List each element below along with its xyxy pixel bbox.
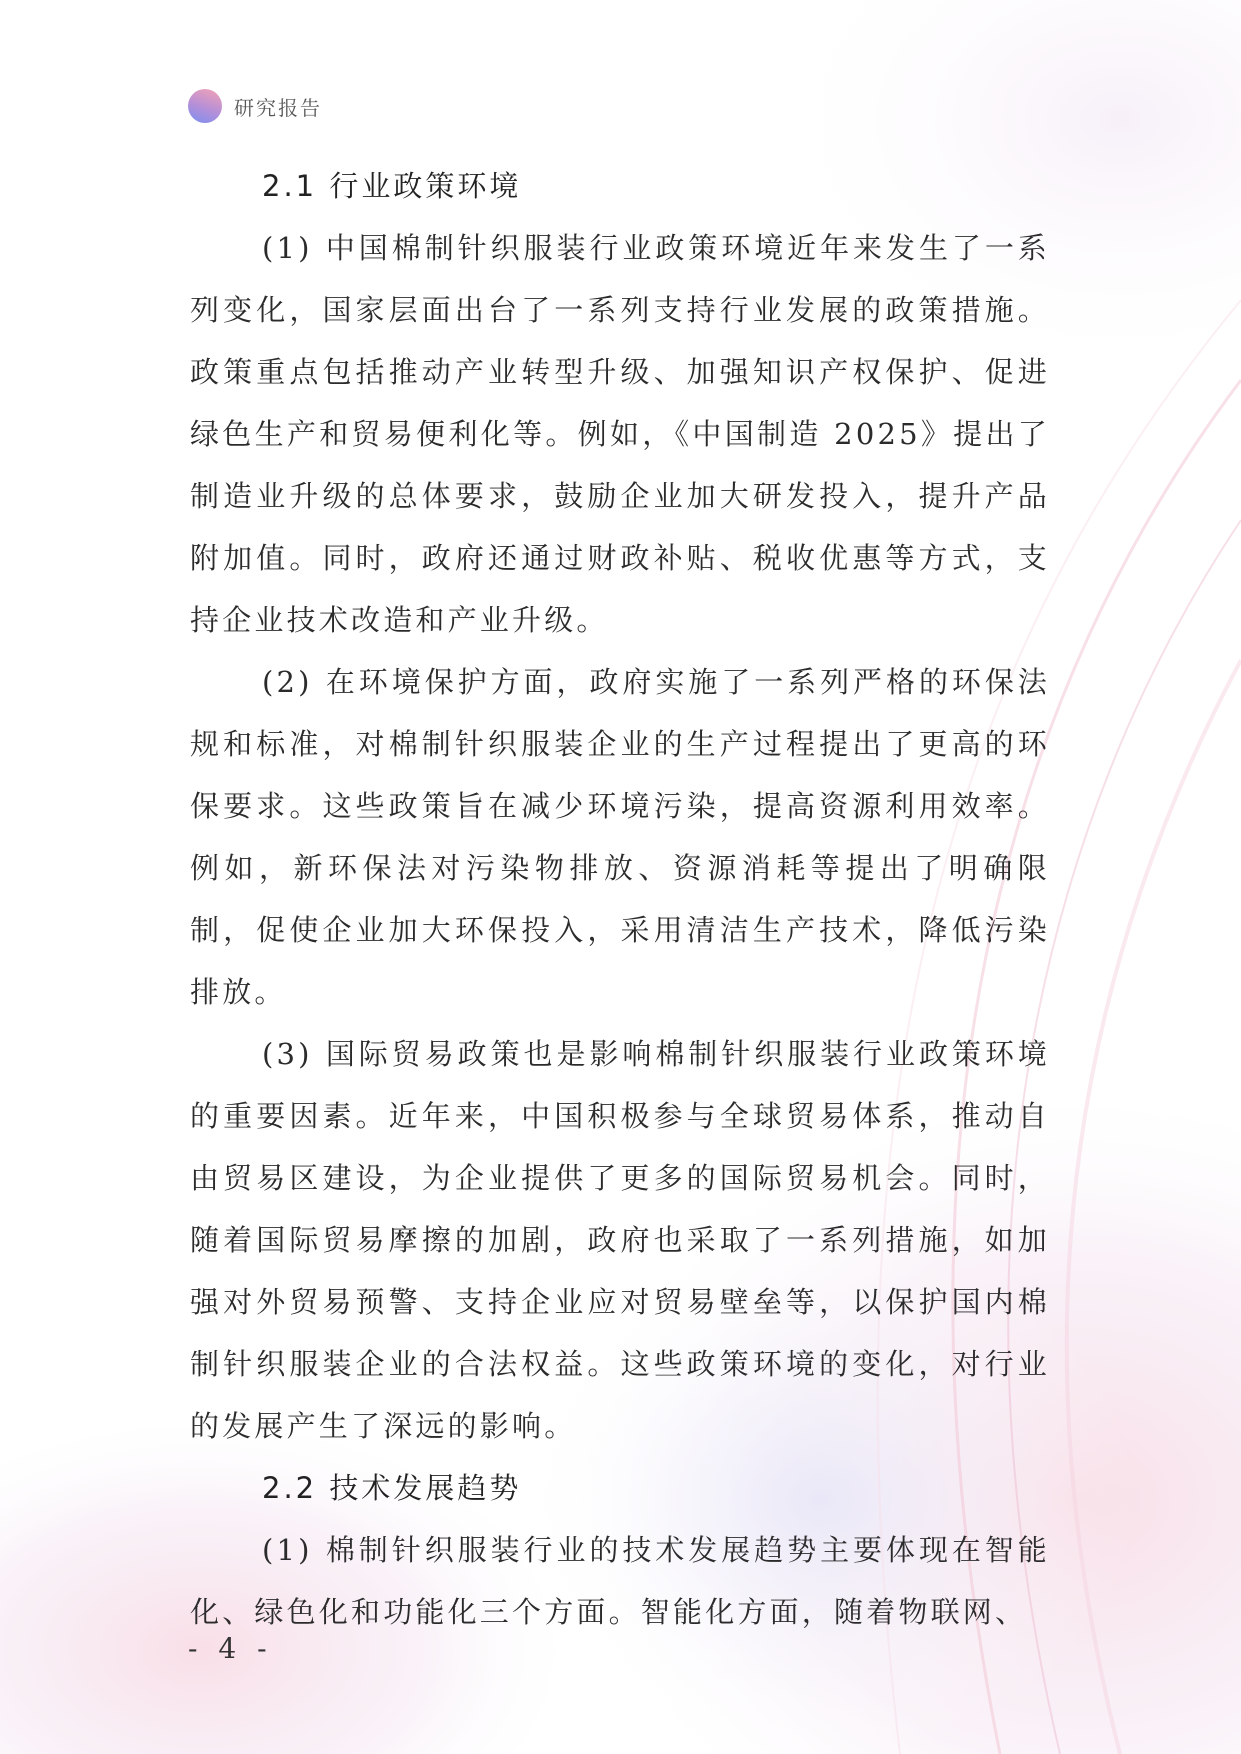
paragraph-policy-3: (3) 国际贸易政策也是影响棉制针织服装行业政策环境的重要因素。近年来，中国积极参与全球贸易体系，推动自由贸易区建设，为企业提供了更多的国际贸易机会。同时，随着国际贸易摩擦的加剧，政府也采取了一系列措施，如加强对外贸易预警、支持企业应对贸易壁垒等，以保护国内棉制针织服装企业的合法权益。这些政策环境的变化，对行业的发展产生了深远的影响。: [190, 1037, 1050, 1443]
logo-circle-icon: [188, 89, 222, 123]
report-header: [188, 88, 322, 124]
page-number: - 4 -: [188, 1632, 273, 1665]
header-label: 研究报告: [234, 95, 322, 120]
document-body: [190, 155, 1050, 1643]
paragraph-technology-1: (1) 棉制针织服装行业的技术发展趋势主要体现在智能化、绿色化和功能化三个方面。智能化方面，随着物联网、: [190, 1533, 1050, 1629]
paragraph-policy-2: (2) 在环境保护方面，政府实施了一系列严格的环保法规和标准，对棉制针织服装企业的生产过程提出了更高的环保要求。这些政策旨在减少环境污染，提高资源利用效率。例如，新环保法对污染物排放、资源消耗等提出了明确限制，促使企业加大环保投入，采用清洁生产技术，降低污染排放。: [190, 665, 1050, 1009]
section-heading-policy: 2.1 行业政策环境: [262, 169, 522, 203]
paragraph-policy-1: (1) 中国棉制针织服装行业政策环境近年来发生了一系列变化，国家层面出台了一系列支持行业发展的政策措施。政策重点包括推动产业转型升级、加强知识产权保护、促进绿色生产和贸易便利化等。例如，《中国制造 2025》提出了制造业升级的总体要求，鼓励企业加大研发投入，提升产品附加值。同时，政府还通过财政补贴、税收优惠等方式，支持企业技术改造和产业升级。: [190, 231, 1050, 637]
section-heading-technology: 2.2 技术发展趋势: [262, 1471, 522, 1505]
